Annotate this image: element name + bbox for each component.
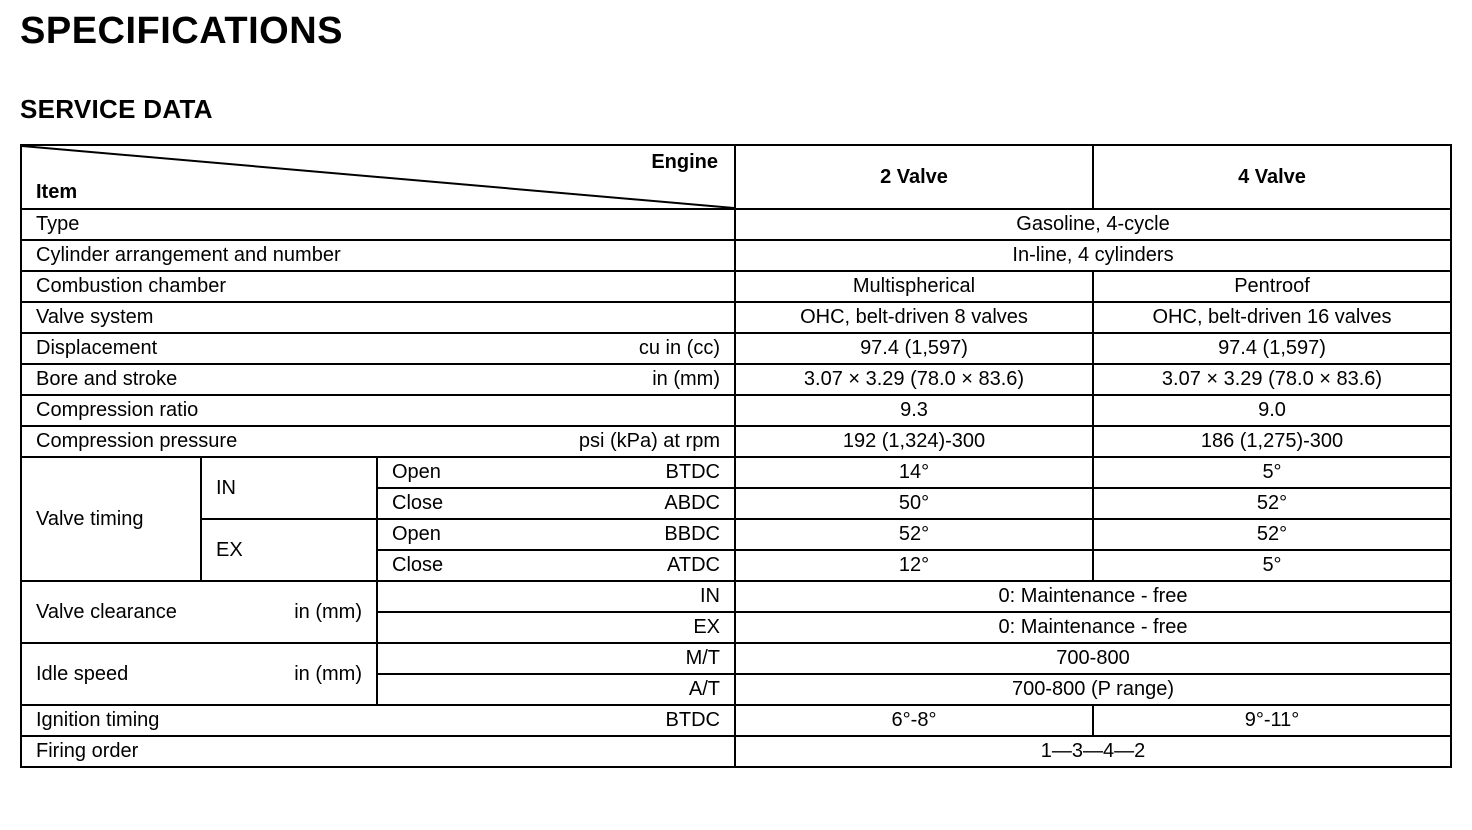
table-row <box>21 643 1451 674</box>
value-4valve: 9.0 <box>1093 395 1451 426</box>
row-value: 1—3—4—2 <box>735 736 1451 767</box>
table-row <box>21 333 1451 364</box>
timing-state: Close <box>392 492 444 514</box>
row-label: Type <box>21 209 735 240</box>
row-label: Ignition timing <box>36 709 160 731</box>
row-value: 0: Maintenance - free <box>735 612 1451 643</box>
section-title: SERVICE DATA <box>20 94 213 124</box>
row-value: 700-800 <box>735 643 1451 674</box>
value-4valve: OHC, belt-driven 16 valves <box>1093 302 1451 333</box>
timing-ref: ABDC <box>664 492 720 514</box>
timing-state: Open <box>392 523 441 545</box>
value-4valve: 97.4 (1,597) <box>1093 333 1451 364</box>
value-2valve: OHC, belt-driven 8 valves <box>735 302 1093 333</box>
row-value: 0: Maintenance - free <box>735 581 1451 612</box>
table-row <box>21 519 1451 550</box>
value-4valve: 3.07 × 3.29 (78.0 × 83.6) <box>1093 364 1451 395</box>
page-title: SPECIFICATIONS <box>20 10 343 52</box>
value-4valve: 5° <box>1093 457 1451 488</box>
valve-timing-label: Valve timing <box>21 457 201 581</box>
value-4valve: 5° <box>1093 550 1451 581</box>
value-2valve: 97.4 (1,597) <box>735 333 1093 364</box>
table-row <box>21 457 1451 488</box>
item-header-label: Item <box>36 181 78 203</box>
col-2valve-header: 2 Valve <box>735 145 1093 209</box>
clearance-ref: EX <box>377 612 735 643</box>
valve-clearance-label-cell <box>21 581 377 643</box>
row-label: Compression ratio <box>21 395 735 426</box>
timing-ref: BBDC <box>664 523 720 545</box>
value-4valve: 52° <box>1093 519 1451 550</box>
row-label: Idle speed <box>36 662 129 685</box>
table-row <box>21 271 1451 302</box>
row-label: Valve clearance <box>36 600 177 623</box>
row-label: Cylinder arrangement and number <box>21 240 735 271</box>
row-label: Displacement <box>36 337 158 359</box>
value-2valve: Multispherical <box>735 271 1093 302</box>
row-unit: in (mm) <box>294 662 362 685</box>
timing-ref: BTDC <box>665 461 720 483</box>
row-label: Combustion chamber <box>21 271 735 302</box>
engine-header-label: Engine <box>651 151 718 173</box>
value-2valve: 12° <box>735 550 1093 581</box>
service-data-table <box>20 144 1452 768</box>
row-label-with-unit <box>21 426 735 457</box>
valve-timing-in-label: IN <box>201 457 377 519</box>
timing-event-cell <box>377 519 735 550</box>
row-unit: cu in (cc) <box>638 337 720 359</box>
table-row <box>21 426 1451 457</box>
idle-speed-label-cell <box>21 643 377 705</box>
row-label-with-unit <box>21 705 735 736</box>
row-unit: psi (kPa) at rpm <box>578 430 720 452</box>
item-engine-header-cell <box>21 145 735 209</box>
timing-event-cell <box>377 488 735 519</box>
diagonal-divider <box>22 146 734 208</box>
valve-timing-ex-label: EX <box>201 519 377 581</box>
row-label-with-unit <box>21 364 735 395</box>
value-4valve: Pentroof <box>1093 271 1451 302</box>
row-unit: in (mm) <box>652 368 720 390</box>
clearance-ref: IN <box>377 581 735 612</box>
value-2valve: 50° <box>735 488 1093 519</box>
timing-event-cell <box>377 457 735 488</box>
timing-ref: ATDC <box>667 554 720 576</box>
value-2valve: 52° <box>735 519 1093 550</box>
row-value: Gasoline, 4-cycle <box>735 209 1451 240</box>
value-4valve: 52° <box>1093 488 1451 519</box>
row-label: Compression pressure <box>36 430 238 452</box>
transmission-ref: A/T <box>377 674 735 705</box>
timing-state: Open <box>392 461 441 483</box>
table-row <box>21 581 1451 612</box>
value-2valve: 192 (1,324)-300 <box>735 426 1093 457</box>
table-row <box>21 209 1451 240</box>
row-label-with-unit <box>21 333 735 364</box>
table-row <box>21 395 1451 426</box>
table-row <box>21 364 1451 395</box>
value-2valve: 3.07 × 3.29 (78.0 × 83.6) <box>735 364 1093 395</box>
value-2valve: 6°-8° <box>735 705 1093 736</box>
value-4valve: 9°-11° <box>1093 705 1451 736</box>
value-2valve: 14° <box>735 457 1093 488</box>
value-2valve: 9.3 <box>735 395 1093 426</box>
col-4valve-header: 4 Valve <box>1093 145 1451 209</box>
row-label: Firing order <box>21 736 735 767</box>
table-row <box>21 736 1451 767</box>
row-label: Valve system <box>21 302 735 333</box>
timing-event-cell <box>377 550 735 581</box>
table-row <box>21 705 1451 736</box>
timing-state: Close <box>392 554 444 576</box>
row-label: Bore and stroke <box>36 368 178 390</box>
table-row <box>21 302 1451 333</box>
row-value: In-line, 4 cylinders <box>735 240 1451 271</box>
row-unit: BTDC <box>665 709 720 731</box>
row-value: 700-800 (P range) <box>735 674 1451 705</box>
table-row <box>21 240 1451 271</box>
transmission-ref: M/T <box>377 643 735 674</box>
table-header-row <box>21 145 1451 209</box>
value-4valve: 186 (1,275)-300 <box>1093 426 1451 457</box>
row-unit: in (mm) <box>294 600 362 623</box>
